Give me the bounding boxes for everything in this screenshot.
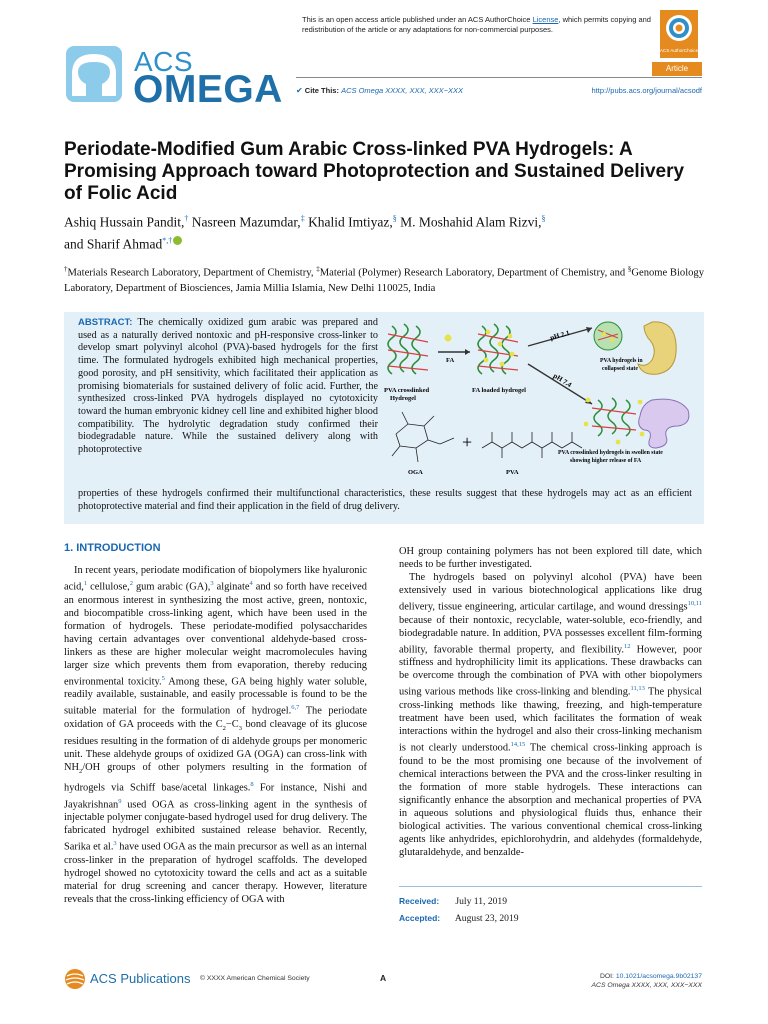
ph-label-acid: pH 2.1 [549,328,571,343]
affil-and: and [609,267,626,279]
toc-label: PVA crosslinked [384,387,430,394]
logo-acs-text: ACS [134,46,194,77]
toc-label: Hydrogel [390,395,416,402]
cite-journal: ACS Omega [341,86,384,95]
author-sup: *,† [162,235,173,245]
toc-label: PVA [506,469,519,476]
affiliations [64,262,704,296]
toc-label: collapsed state [602,366,638,372]
open-access-text-pre: This is an open access article published under an ACS AuthorChoice [302,15,533,24]
affiliation-2: Material (Polymer) Research Laboratory, Department of Chemistry, [319,267,608,279]
paragraph: OH group containing polymers has not been explored till date, which needs to be further investigated. [399,546,702,571]
arrow-icon [528,364,592,404]
hydrogel-mesh-icon [388,324,428,374]
footer-doi [592,972,703,990]
copyright: © XXXX American Chemical Society [200,975,310,982]
intestine-icon [639,399,689,448]
doi-label: DOI: [599,973,614,980]
toc-label: FA [446,357,455,364]
paragraph: The hydrogels based on polyvinyl alcohol (PVA) have been extensively used in various biotechnological applications like drug delivery, tissue engineering, articular cartilage, and wound dressings$^{10,11}$ because of their nontoxic, recyclable, water-soluble, eco-friendly, and biodegradable nature. In addition, PVA possesses excellent film-forming ability, favorable thermal property, and flexibility.$^{12}$ However, poor stiffness and hydrophilicity limit its applications. These drawbacks can be overcome through the combination of PVA with other biopolymers using various methods like cross-linking and blending.$^{11,13}$ The physical cross-linking methods like thawing, freezing, and high-temperature treatment have been used, which facilitates the formation of weak interactions within the hydrogel and also their cross-linking mechanism is not clearly understood.$^{14,15}$ The chemical cross-linking approach is found to be the most promising one because of the involvement of chemical interactions between the PVA and the cross-linker resulting in the formation of more stable hydrogels. These interactions can significantly enhance the absorption and mechanical properties of PVA in aqueous solutions and physiological fluids thus, enhance their biological activities. The various conventional chemical cross-linking agents like anhydrides, epichlorohydrin, and aldehydes (formaldehyde, glutaraldehyde, and benzalde- [399,572,703,858]
article-type-tab: Article [652,62,702,76]
acs-publications-logo[interactable] [64,968,204,992]
author-sup: ‡ [300,214,305,223]
abstract-body: The chemically oxidized gum arabic was prepared and used as a naturally derived nontoxic and pH-responsive cross-linker to develop smart polyvinyl alcohol (PVA)-based hydrogels for the first time. The formulated hydrogels exhibited high mechanical properties, good porosity, and pH sensitivity, which facilitated their application as promising biomaterials for sustained delivery of folic acid. Further, the synthesized cross-linked PVA hydrogels displayed no cytotoxicity toward the human embryonic kidney cell line and exhibited higher blood compatibility. The hydrolytic degradation study confirmed their biodegradable nature. While the sustained delivery along with photoprotective [78,317,378,456]
fa-loaded-mesh-icon [478,324,518,374]
author-sup: § [541,214,546,223]
toc-label: FA loaded hydrogel [472,387,526,394]
folic-acid-dot-icon [445,335,452,342]
article-dates [399,886,702,927]
footer-journal-ref: ACS Omega XXXX, XXX, XXX−XXX [591,982,702,989]
toc-graphic [382,316,700,482]
affiliation-3: Genome Biology Laboratory, Department of Biosciences, Jamia Millia Islamia, New Delhi 110025, India [64,267,705,294]
doi-link[interactable]: 10.1021/acsomega.9b02137 [615,973,702,980]
badge-text: ACS AuthorChoice [660,48,698,53]
journal-logo [64,44,294,111]
authorchoice-badge-icon [660,10,698,58]
orcid-icon[interactable] [173,236,182,245]
abstract-continuation: properties of these hydrogels confirmed their multifunctional characteristics, these results suggest that these hydrogels may act as an efficient photoprotective material and find their application in the field of drug delivery. [78,488,692,512]
toc-graphic-svg [382,316,700,482]
author-name[interactable]: and Sharif Ahmad [64,236,163,251]
received-date: July 11, 2019 [455,896,508,907]
author-sup: † [184,214,189,223]
article-title: Periodate-Modified Gum Arabic Cross-linked PVA Hydrogels: A Promising Approach toward Photoprotection and Sustained Delivery of Folic Acid [64,139,685,204]
affil-sup: § [627,265,632,273]
body-column-left [64,540,367,906]
toc-label: showing higher release of FA [570,458,642,464]
author-name[interactable]: Ashiq Hussain Pandit, [64,214,185,230]
abstract-label: ABSTRACT: [78,317,133,328]
paragraph: In recent years, periodate modification of biopolymers like hyaluronic acid,$^1$ cellulose,$^2$ gum arabic (GA),$^3$ alginate$^4$ and so forth have received an enormous interest in synthesizing the most active, green, nontoxic, and biocompatible cross-linking agent, which have been used in the formation of hydrogels. These periodate-modified polysaccharides having certain advantages over conventional aldehyde-based cross-linkers as these are higher molecular weight macromolecules having larger size which prevents them from evaporation, thereby reducing environmental toxicity.$^5$ Among these, GA being highly water soluble, readily available, sustainable, and easily processable is found to be the suitable material for the formulation of hydrogel.$^{6,7}$ The periodate oxidation of GA proceeds with the $C_2-C_3$ bond cleavage of its glucose residues resulting in the formation of di aldehyde groups per monomeric unit. These aldehyde groups of oxidized GA (OGA) can cross-link with $NH_2/OH$ groups of other polymers resulting in the formation of hydrogels via Schiff base/acetal linkages.$^8$ For instance, Nishi and Jayakrishnan$^9$ used OGA as cross-linking agent in the synthesis of injectable polymer conjugate-based hydrogel used for drug delivery. The fabricated hydrogel exhibited sustained release behavior. Recently, Sarika et al.$^3$ have used OGA as the main precursor as well as an internal cross-linker in the preparation of hydrogel scaffolds. The developed hydrogel showed no cytotoxicity toward the cells and act as a suitable material for drug screening and cancer therapy. However, literature reveals that the cross-linking efficiency of OGA with [64,565,368,906]
plus-sign: + [462,432,473,452]
accepted-date: August 23, 2019 [454,913,519,924]
checkmark-icon: ✔ [296,86,303,95]
received-row [399,893,702,910]
toc-label: PVA hydrogels in [600,358,643,364]
acs-omega-mark-icon [64,44,124,104]
toc-label: OGA [408,469,423,476]
cite-reference: XXXX, XXX, XXX−XXX [385,86,464,95]
collapsed-hydrogel-icon [594,322,622,350]
journal-url-link[interactable]: http://pubs.acs.org/journal/acsodf [591,86,702,95]
affil-sup: ‡ [316,265,320,273]
abstract-text [78,317,378,457]
cite-line[interactable] [296,86,463,95]
accepted-row [399,910,702,927]
body-column-right [399,545,702,859]
header-divider [296,77,702,78]
stomach-icon [638,322,676,374]
section-heading: 1. INTRODUCTION [64,542,161,554]
abstract-box [64,312,704,524]
swollen-hydrogel-icon [584,398,645,445]
received-label: Received: [399,896,440,906]
affil-sup: † [64,265,68,273]
author-name[interactable]: Khalid Imtiyaz, [308,214,393,230]
author-name[interactable]: M. Moshahid Alam Rizvi, [400,214,542,230]
acs-globe-icon [64,968,86,990]
accepted-label: Accepted: [399,913,441,923]
arrow-head-icon [465,349,470,355]
cite-label: Cite This: [304,86,339,95]
author-name[interactable]: Nasreen Mazumdar, [191,214,301,230]
author-sup: § [392,214,397,223]
logo-omega-text: OMEGA [133,68,283,111]
open-access-notice [302,15,652,35]
affiliation-1: Materials Research Laboratory, Department of Chemistry, [67,267,314,279]
ph-label-neutral: pH 7.4 [551,371,573,390]
oga-structure-icon [392,412,454,462]
open-access-text-post: , which permits copying and redistribution of the article or any adaptations for non-commercial purposes. [302,15,651,34]
page-number: A [380,973,387,983]
toc-label: PVA crosslinked hydrogels in swollen state [558,450,663,456]
license-link[interactable]: License [532,15,559,24]
author-list [64,210,704,253]
footer-logo-text: ACS Publications [90,971,191,986]
